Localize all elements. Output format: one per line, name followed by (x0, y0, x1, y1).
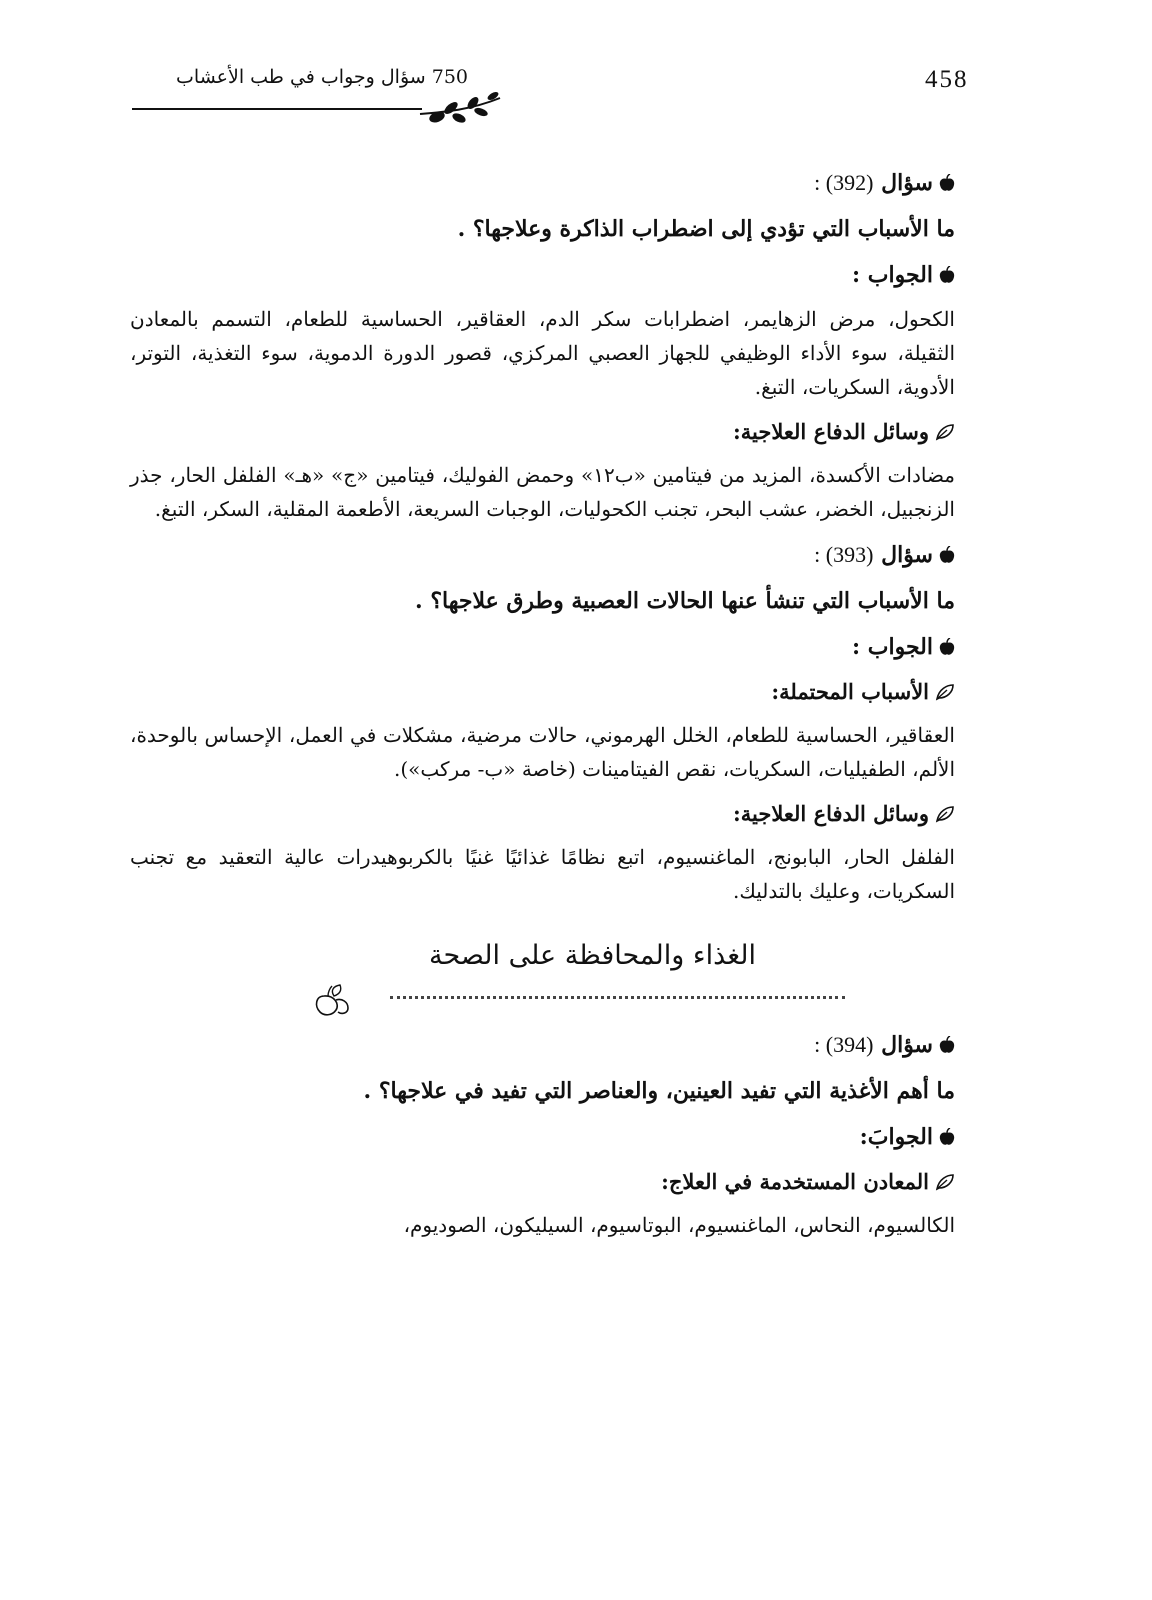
defense-heading-392 (130, 410, 955, 454)
answer-heading-393 (130, 624, 955, 670)
question-heading-392 (130, 160, 955, 206)
defense-heading-393 (130, 792, 955, 836)
page-number: 458 (925, 66, 969, 93)
defense-text-393: الفلفل الحار، البابونج، الماغنسيوم، اتبع نظامًا غذائيًا غنيًا بالكربوهيدرات عالية التعقيد مع تجنب السكريات، وعليك بالتدليك. (130, 845, 955, 903)
question-label: سؤال (881, 542, 933, 568)
question-text-393: ما الأسباب التي تنشأ عنها الحالات العصبية وطرق علاجها؟ . (415, 588, 955, 614)
causes-label: الأسباب المحتملة: (771, 679, 929, 704)
running-title: 750 سؤال وجواب في طب الأعشاب (176, 66, 468, 88)
apple-icon (939, 174, 955, 192)
header-rule (132, 108, 422, 110)
question-text-392: ما الأسباب التي تؤدي إلى اضطراب الذاكرة وعلاجها؟ . (457, 216, 955, 242)
minerals-heading-394 (130, 1160, 955, 1204)
question-label: سؤال (881, 1032, 933, 1058)
leaf-icon (935, 1173, 955, 1191)
defense-label: وسائل الدفاع العلاجية: (733, 801, 929, 826)
apple-icon (939, 638, 955, 656)
minerals-label: المعادن المستخدمة في العلاج: (661, 1169, 929, 1194)
answer-label: الجواب : (852, 262, 933, 288)
question-heading-394 (130, 1022, 955, 1068)
apple-icon (939, 1128, 955, 1146)
answer-label: الجوابَ: (859, 1124, 933, 1150)
question-text-394: ما أهم الأغذية التي تفيد العينين، والعناصر التي تفيد في علاجها؟ . (363, 1078, 955, 1104)
page-content (130, 160, 955, 1248)
apple-icon (939, 1036, 955, 1054)
causes-heading-393 (130, 670, 955, 714)
causes-text-393: العقاقير، الحساسية للطعام، الخلل الهرموني، حالات مرضية، مشكلات في العمل، الإحساس بالوحدة، الألم، الطفيليات، السكريات، نقص الفيتامينات (خاصة «ب- مركب»). (130, 723, 955, 781)
question-heading-393 (130, 532, 955, 578)
answer-heading-394 (130, 1114, 955, 1160)
leaf-icon (935, 683, 955, 701)
section-divider (130, 982, 955, 1022)
question-label: سؤال (881, 170, 933, 196)
question-number: (392) : (814, 170, 874, 195)
answer-heading-392 (130, 252, 955, 298)
defense-text-392: مضادات الأكسدة، المزيد من فيتامين «ب١٢» وحمض الفوليك، فيتامين «ج» «هـ» الفلفل الحار، جذر الزنجبيل، الخضر، عشب البحر، تجنب الكحوليات، الوجبات السريعة، الأطعمة المقلية، السكر، التبغ. (130, 463, 955, 521)
answer-label: الجواب : (852, 634, 933, 660)
fruit-icon (312, 982, 352, 1018)
leaf-icon (935, 805, 955, 823)
question-number: (393) : (814, 542, 874, 567)
section-title: الغذاء والمحافظة على الصحة (428, 940, 757, 971)
defense-label: وسائل الدفاع العلاجية: (733, 419, 929, 444)
question-number: (394) : (814, 1032, 874, 1057)
leaf-icon (935, 423, 955, 441)
olive-branch-icon (415, 90, 505, 130)
answer-text-392: الكحول، مرض الزهايمر، اضطرابات سكر الدم، العقاقير، الحساسية للطعام، التسمم بالمعادن الثقيلة، سوء الأداء الوظيفي للجهاز العصبي المركزي، قصور الدورة الدموية، سوء التغذية، التوتر، الأدوية، السكريات، التبغ. (130, 307, 955, 399)
dotted-rule (390, 996, 845, 999)
apple-icon (939, 266, 955, 284)
apple-icon (939, 546, 955, 564)
minerals-text-394: الكالسيوم، النحاس، الماغنسيوم، البوتاسيوم، السيليكون، الصوديوم، (403, 1213, 955, 1237)
